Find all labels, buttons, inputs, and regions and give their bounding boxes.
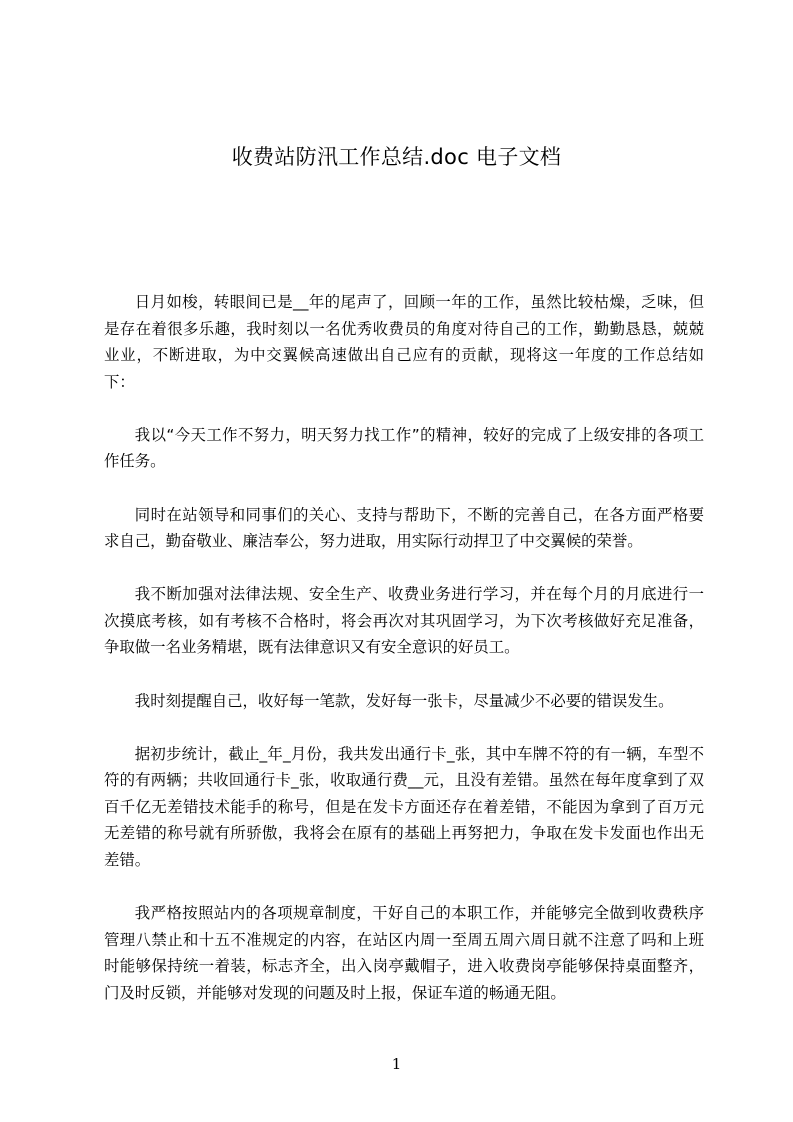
paragraph: 我不断加强对法律法规、安全生产、收费业务进行学习，并在每个月的月底进行一次摸底考核，如有考核不合格时，将会再次对其巩固学习，为下次考核做好充足准备，争取做一名业务精堪，既有法律意识又有安全意识的好员工。	[104, 585, 704, 657]
paragraph: 据初步统计，截止_年_月份，我共发出通行卡_张，其中车牌不符的有一辆，车型不符的有两辆；共收回通行卡_张，收取通行费__元，且没有差错。虽然在每年度拿到了双百千亿无差错技术能手的称号，但是在发卡方面还存在着差错，不能因为拿到了百万元无差错的称号就有所骄傲，我将会在原有的基础上再努把力，争取在发卡发面也作出无差错。	[104, 744, 704, 869]
paragraph: 我严格按照站内的各项规章制度，干好自己的本职工作，并能够完全做到收费秩序管理八禁止和十五不准规定的内容，在站区内周一至周五周六周日就不注意了吗和上班时能够保持统一着装，标志齐全，出入岗亭戴帽子，进入收费岗亭能够保持桌面整齐，门及时反锁，并能够对发现的问题及时上报，保证车道的畅通无阻。	[104, 904, 704, 1002]
page-number: 1	[391, 1055, 402, 1073]
paragraph: 我以“今天工作不努力，明天努力找工作”的精神，较好的完成了上级安排的各项工作任务。	[104, 425, 704, 471]
paragraph: 日月如梭，转眼间已是__年的尾声了，回顾一年的工作，虽然比较枯燥，乏味，但是存在着很多乐趣，我时刻以一名优秀收费员的角度对待自己的工作，勤勤恳恳，兢兢业业，不断进取，为中交翼候高速做出自己应有的贡献，现将这一年度的工作总结如下：	[104, 293, 704, 391]
paragraph: 我时刻提醒自己，收好每一笔款，发好每一张卡，尽量减少不必要的错误发生。	[134, 691, 674, 710]
document-body	[104, 289, 704, 1006]
paragraph: 同时在站领导和同事们的关心、支持与帮助下，不断的完善自己，在各方面严格要求自己，勤奋敬业、廉洁奉公，努力进取，用实际行动捍卫了中交翼候的荣誉。	[104, 505, 704, 551]
document-title: 收费站防汛工作总结.doc 电子文档	[231, 145, 562, 169]
